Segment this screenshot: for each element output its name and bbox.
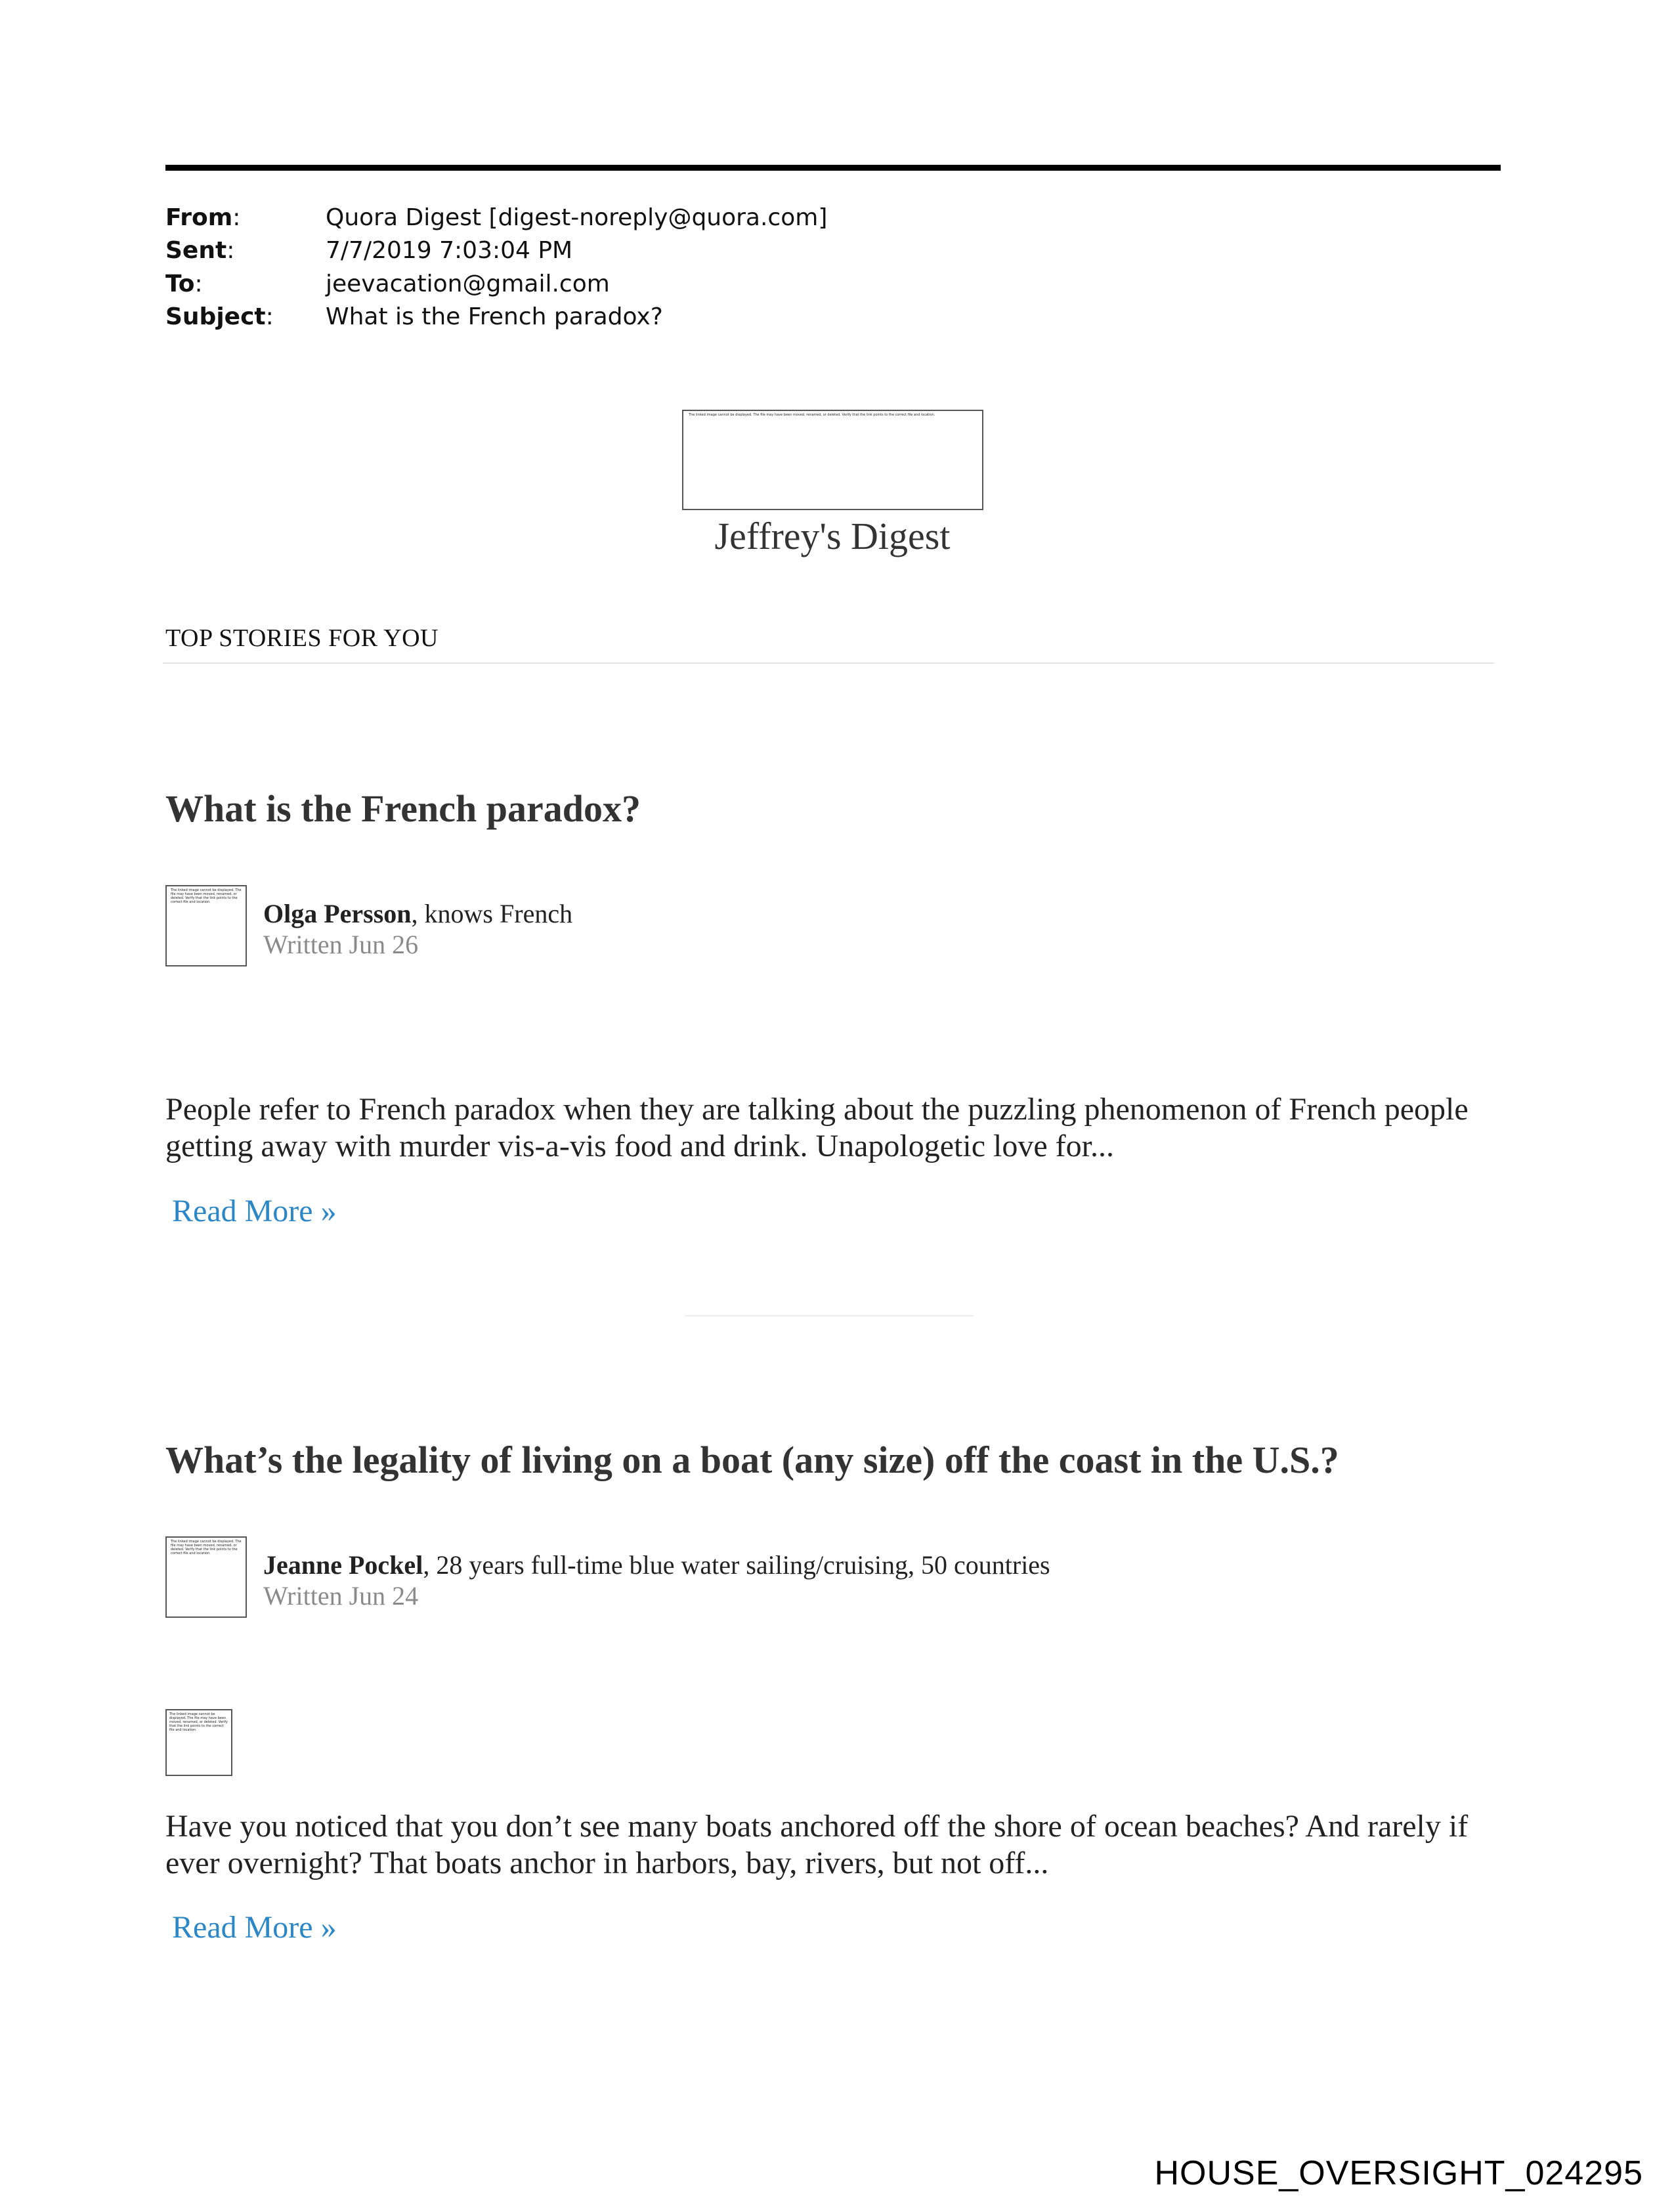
from-label: From: [165, 204, 233, 231]
digest-logo-placeholder: [682, 410, 983, 510]
to-label: To: [165, 271, 195, 297]
story-2-author-name[interactable]: Jeanne Pockel: [263, 1550, 423, 1580]
story-1-author-name[interactable]: Olga Persson: [263, 899, 412, 928]
story-2-author-credential: , 28 years full-time blue water sailing/cruising, 50 countries: [423, 1550, 1050, 1580]
story-2-author-line: [263, 1550, 1050, 1580]
story-divider: [685, 1315, 974, 1316]
header-top-rule: [165, 165, 1501, 171]
story-1-author-avatar: The linked image cannot be displayed. The file may have been moved, renamed, or deleted. Verify that the link points to the correct file and location.: [165, 885, 247, 966]
section-label: TOP STORIES FOR YOU: [165, 624, 439, 652]
broken-image-text: The linked image cannot be displayed. The file may have been moved, renamed, or deleted. Verify that the link points to the correct file and location.: [689, 413, 935, 417]
story-2-read-more-link[interactable]: Read More »: [172, 1910, 337, 1945]
section-divider: [163, 662, 1494, 664]
story-2-question[interactable]: What’s the legality of living on a boat (any size) off the coast in the U.S.?: [165, 1439, 1339, 1481]
story-2-content-image-placeholder: The linked image cannot be displayed. The file may have been moved, renamed, or deleted. Verify that the link points to the correct file and location.: [165, 1709, 232, 1776]
story-1-question[interactable]: What is the French paradox?: [165, 787, 641, 830]
story-1-written-date: Written Jun 26: [263, 930, 419, 959]
sent-value: 7/7/2019 7:03:04 PM: [326, 237, 573, 264]
from-value: Quora Digest [digest-noreply@quora.com]: [326, 204, 828, 231]
subject-label: Subject: [165, 303, 266, 330]
sent-label: Sent: [165, 237, 227, 264]
story-2-author-avatar: The linked image cannot be displayed. The file may have been moved, renamed, or deleted. Verify that the link points to the correct file and location.: [165, 1536, 247, 1618]
story-2-excerpt: Have you noticed that you don’t see many boats anchored off the shore of ocean beaches? And rarely if ever overnight? That boats anchor in harbors, bay, rivers, but not off...: [165, 1809, 1469, 1880]
story-1-read-more-link[interactable]: Read More »: [172, 1194, 337, 1228]
to-value: jeevacation@gmail.com: [326, 271, 610, 297]
story-2-written-date: Written Jun 24: [263, 1581, 419, 1611]
story-1-author-credential: , knows French: [411, 899, 573, 928]
story-1-author-line: [263, 898, 572, 929]
digest-title: Jeffrey's Digest: [714, 515, 951, 557]
bates-number: HOUSE_OVERSIGHT_024295: [1154, 2154, 1643, 2192]
subject-value: What is the French paradox?: [326, 303, 663, 330]
story-1-excerpt: People refer to French paradox when they are talking about the puzzling phenomenon of French people getting away with murder vis-a-vis food and drink. Unapologetic love for...: [165, 1092, 1469, 1163]
